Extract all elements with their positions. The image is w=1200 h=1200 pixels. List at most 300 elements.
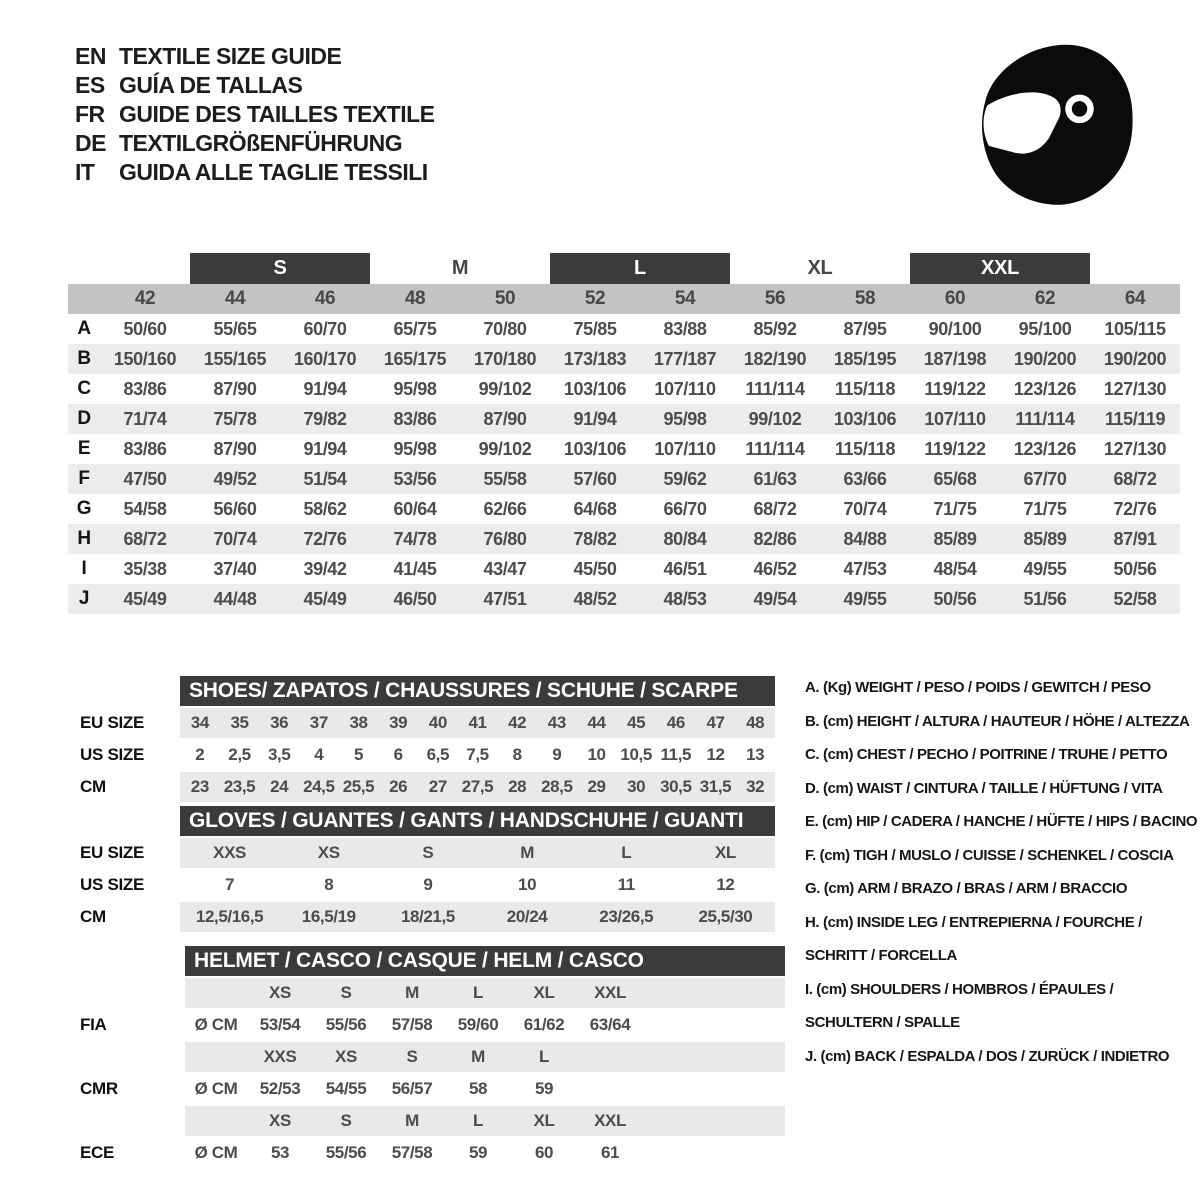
measure-value: 46/51 <box>663 558 707 579</box>
measure-value: 95/98 <box>393 438 437 459</box>
legend-item <box>805 738 1197 772</box>
helmet-size-header: L <box>473 983 483 1002</box>
language-row <box>75 71 435 100</box>
measure-value: 49/52 <box>213 468 257 489</box>
legend-line: A. (Kg) WEIGHT / PESO / POIDS / GEWITCH / PESO <box>805 679 1151 696</box>
size-value: 42 <box>508 713 527 732</box>
measure-letter: J <box>78 588 90 609</box>
measure-value: 65/75 <box>393 318 437 339</box>
measure-value: 44/48 <box>213 588 257 609</box>
size-value: 16,5/19 <box>301 907 356 926</box>
table-row <box>68 464 1180 494</box>
measure-value: 107/110 <box>654 378 716 399</box>
size-value: 35 <box>230 713 249 732</box>
measure-value: 160/170 <box>293 348 357 369</box>
measure-value: 43/47 <box>483 558 527 579</box>
language-code: DE <box>75 130 106 156</box>
size-band-s: S <box>190 253 370 284</box>
shoes-header: SHOES/ ZAPATOS / CHAUSSURES / SCHUHE / SCARPE <box>180 676 775 706</box>
helmet-size-value: 54/55 <box>325 1079 367 1098</box>
band-gap <box>68 253 190 284</box>
helmet-value-row <box>80 1074 785 1104</box>
size-column-header: 56 <box>764 288 786 309</box>
measure-letter: E <box>77 438 91 459</box>
measure-value: 68/72 <box>123 528 167 549</box>
measure-value: 75/78 <box>213 408 257 429</box>
helmet-size-headers <box>185 1106 785 1136</box>
measure-value: 37/40 <box>213 558 257 579</box>
size-column-header: 64 <box>1124 288 1146 309</box>
helmet-size-header-row <box>80 1106 785 1136</box>
measure-value: 57/60 <box>573 468 617 489</box>
legend-item <box>805 705 1197 739</box>
measure-value: 82/86 <box>753 528 797 549</box>
measure-value: 68/72 <box>1113 468 1157 489</box>
size-value: 20/24 <box>506 907 548 926</box>
row-label: CM <box>80 907 106 926</box>
legend-item <box>805 839 1197 873</box>
measure-value: 182/190 <box>743 348 807 369</box>
measure-value: 45/49 <box>303 588 347 609</box>
language-code: EN <box>75 43 106 69</box>
language-row <box>75 42 435 71</box>
gloves-header: GLOVES / GUANTES / GANTS / HANDSCHUHE / GUANTI <box>180 806 775 836</box>
size-band-xxl: XXL <box>910 253 1090 284</box>
measure-value: 119/122 <box>924 438 986 459</box>
size-value: 23 <box>190 777 209 796</box>
measure-value: 65/68 <box>933 468 977 489</box>
measure-value: 75/85 <box>573 318 617 339</box>
measure-value: 47/50 <box>123 468 167 489</box>
size-value: M <box>520 843 534 862</box>
helmet-size-header: M <box>471 1047 485 1066</box>
measure-value: 76/80 <box>483 528 527 549</box>
measure-value: 87/90 <box>213 438 257 459</box>
language-code: ES <box>75 72 105 98</box>
measure-value: 48/52 <box>573 588 617 609</box>
size-value: L <box>621 843 632 862</box>
helmet-size-header: XXL <box>594 1111 626 1130</box>
measure-value: 71/75 <box>933 498 977 519</box>
row-values <box>180 902 775 932</box>
measure-value: 111/114 <box>745 378 805 399</box>
legend-line: B. (cm) HEIGHT / ALTURA / HAUTEUR / HÖHE / ALTEZZA <box>805 712 1190 730</box>
row-values <box>180 708 775 738</box>
size-value: 2,5 <box>228 745 251 764</box>
measure-value: 54/58 <box>123 498 167 519</box>
legend-item <box>805 671 1197 705</box>
language-title: GUIDA ALLE TAGLIE TESSILI <box>119 159 428 185</box>
helmet-value-row <box>80 1138 785 1168</box>
measure-value: 111/114 <box>1015 408 1075 429</box>
measure-value: 78/82 <box>573 528 617 549</box>
measure-value: 99/102 <box>478 378 532 399</box>
row-label: US SIZE <box>80 745 145 764</box>
measure-value: 47/51 <box>483 588 527 609</box>
diameter-unit: Ø CM <box>194 1143 238 1162</box>
measure-value: 173/183 <box>563 348 627 369</box>
measure-letter: B <box>77 348 91 369</box>
size-column-header: 44 <box>224 288 246 309</box>
size-value: 9 <box>423 875 433 894</box>
measure-value: 95/98 <box>663 408 707 429</box>
measure-value: 51/56 <box>1023 588 1067 609</box>
measure-value: 62/66 <box>483 498 527 519</box>
size-value: 44 <box>587 713 606 732</box>
measure-value: 87/90 <box>483 408 527 429</box>
measure-value: 71/74 <box>123 408 167 429</box>
measure-value: 115/118 <box>834 378 896 399</box>
table-row <box>68 494 1180 524</box>
measure-value: 66/70 <box>663 498 707 519</box>
measure-value: 190/200 <box>1103 348 1167 369</box>
size-value: 25,5/30 <box>698 907 753 926</box>
measure-value: 83/86 <box>393 408 437 429</box>
size-value: 10 <box>518 875 537 894</box>
diameter-unit: Ø CM <box>194 1079 238 1098</box>
helmet-size-header: XL <box>533 1111 555 1130</box>
measure-value: 87/90 <box>213 378 257 399</box>
language-row <box>75 100 435 129</box>
size-value: 29 <box>587 777 606 796</box>
helmet-size-header: L <box>539 1047 549 1066</box>
size-value: 27,5 <box>461 777 494 796</box>
measure-value: 91/94 <box>303 438 347 459</box>
measure-letter: I <box>81 558 87 579</box>
helmet-size-header: XXL <box>594 983 626 1002</box>
size-value: 10 <box>587 745 606 764</box>
section-row <box>80 838 775 868</box>
row-label: EU SIZE <box>80 843 145 862</box>
measure-value: 119/122 <box>924 378 986 399</box>
size-value: 24 <box>270 777 289 796</box>
standard-label: CMR <box>80 1079 118 1098</box>
measure-value: 53/56 <box>393 468 437 489</box>
row-label: EU SIZE <box>80 713 145 732</box>
size-value: 40 <box>428 713 447 732</box>
table-row <box>68 584 1180 614</box>
row-values <box>180 870 775 900</box>
measure-value: 187/198 <box>923 348 987 369</box>
helmet-size-value: 53/54 <box>259 1015 301 1034</box>
helmet-size-headers <box>185 1042 785 1072</box>
measure-value: 99/102 <box>748 408 802 429</box>
measure-value: 59/62 <box>663 468 707 489</box>
language-row <box>75 158 435 187</box>
measure-value: 107/110 <box>654 438 716 459</box>
size-value: 43 <box>547 713 566 732</box>
measure-value: 45/49 <box>123 588 167 609</box>
row-values <box>180 838 775 868</box>
measure-letter: F <box>78 468 90 489</box>
measure-value: 170/180 <box>473 348 537 369</box>
measure-value: 55/58 <box>483 468 527 489</box>
measure-value: 70/74 <box>843 498 887 519</box>
measure-value: 49/54 <box>753 588 797 609</box>
size-column-header: 46 <box>314 288 336 309</box>
measure-value: 60/70 <box>303 318 347 339</box>
measure-value: 48/54 <box>933 558 977 579</box>
measure-value: 103/106 <box>833 408 897 429</box>
legend-line: I. (cm) SHOULDERS / HOMBROS / ÉPAULES / <box>805 980 1114 998</box>
size-value: 31,5 <box>699 777 732 796</box>
measure-value: 127/130 <box>1103 438 1167 459</box>
size-value: 23/26,5 <box>599 907 654 926</box>
helmet-size-header: XS <box>269 1111 291 1130</box>
row-values <box>180 772 775 802</box>
measure-value: 72/76 <box>303 528 347 549</box>
row-values <box>180 740 775 770</box>
size-column-header: 48 <box>404 288 426 309</box>
measure-value: 190/200 <box>1013 348 1077 369</box>
row-label-spacer <box>80 1042 185 1072</box>
size-value: 41 <box>468 713 487 732</box>
size-value: 2 <box>195 745 205 764</box>
measure-value: 95/100 <box>1018 318 1072 339</box>
standard-label: ECE <box>80 1143 115 1162</box>
shoes-section <box>80 676 775 802</box>
measure-value: 91/94 <box>303 378 347 399</box>
measure-value: 35/38 <box>123 558 167 579</box>
row-label-spacer <box>80 1106 185 1136</box>
size-value: 45 <box>627 713 646 732</box>
measure-value: 63/66 <box>843 468 887 489</box>
size-band-row <box>68 253 1180 284</box>
size-value: 6 <box>393 745 403 764</box>
measure-value: 150/160 <box>113 348 177 369</box>
size-value: 36 <box>270 713 289 732</box>
size-band-l: L <box>550 253 730 284</box>
measure-value: 127/130 <box>1103 378 1167 399</box>
section-row <box>80 708 775 738</box>
measure-value: 87/95 <box>843 318 887 339</box>
measure-letter: D <box>77 408 91 429</box>
table-row <box>68 404 1180 434</box>
diameter-unit: Ø CM <box>194 1015 238 1034</box>
legend-line: J. (cm) BACK / ESPALDA / DOS / ZURÜCK / INDIETRO <box>805 1047 1170 1065</box>
measure-letter: H <box>77 528 91 549</box>
legend-item <box>805 906 1197 973</box>
size-band-m: M <box>451 257 469 279</box>
table-row <box>68 344 1180 374</box>
measure-value: 123/126 <box>1013 378 1077 399</box>
measure-value: 67/70 <box>1023 468 1067 489</box>
size-value: 5 <box>353 745 364 764</box>
size-value: 32 <box>746 777 765 796</box>
measure-letter: G <box>76 498 92 519</box>
helmet-header: HELMET / CASCO / CASQUE / HELM / CASCO <box>185 946 785 976</box>
language-row <box>75 129 435 158</box>
size-column-header: 58 <box>854 288 876 309</box>
helmet-size-value: 59/60 <box>457 1015 499 1034</box>
measure-value: 91/94 <box>573 408 617 429</box>
helmet-size-value: 60 <box>534 1143 554 1162</box>
section-row <box>80 870 775 900</box>
legend-item <box>805 973 1197 1040</box>
measure-value: 64/68 <box>573 498 617 519</box>
helmet-size-header: XS <box>269 983 291 1002</box>
size-value: 7,5 <box>466 745 489 764</box>
language-title: GUIDE DES TAILLES TEXTILE <box>119 101 435 127</box>
measure-value: 49/55 <box>1023 558 1067 579</box>
measure-value: 51/54 <box>303 468 347 489</box>
size-value: 38 <box>349 713 368 732</box>
size-column-header: 50 <box>494 288 516 309</box>
size-value: 11 <box>617 875 635 894</box>
size-value: S <box>422 843 434 862</box>
helmet-size-value: 61/62 <box>523 1015 565 1034</box>
row-label-spacer <box>80 978 185 1008</box>
measure-value: 45/50 <box>573 558 617 579</box>
measure-legend <box>805 671 1197 1073</box>
helmet-size-header: M <box>405 983 419 1002</box>
language-title: TEXTILE SIZE GUIDE <box>119 43 342 69</box>
measure-value: 83/86 <box>123 378 167 399</box>
measure-value: 155/165 <box>203 348 267 369</box>
table-row <box>68 314 1180 344</box>
measure-value: 56/60 <box>213 498 257 519</box>
helmet-size-header: XXS <box>263 1047 297 1066</box>
measure-value: 83/88 <box>663 318 707 339</box>
table-row <box>68 554 1180 584</box>
visor-pivot-dot <box>1072 101 1087 116</box>
measure-value: 58/62 <box>303 498 347 519</box>
helmet-size-header: S <box>340 1111 352 1130</box>
table-row <box>68 374 1180 404</box>
helmet-size-header: XL <box>533 983 555 1002</box>
measure-value: 48/53 <box>663 588 707 609</box>
language-code: IT <box>75 159 95 185</box>
size-value: 12 <box>706 745 725 764</box>
legend-item <box>805 805 1197 839</box>
size-band-xl: XL <box>807 257 833 279</box>
size-column-header: 52 <box>584 288 606 309</box>
size-value: 23,5 <box>223 777 256 796</box>
measure-value: 123/126 <box>1013 438 1077 459</box>
section-row <box>80 902 775 932</box>
helmet-rows <box>80 978 785 1168</box>
size-value: 6,5 <box>426 745 450 764</box>
legend-line: E. (cm) HIP / CADERA / HANCHE / HÜFTE / HIPS / BACINO <box>805 813 1198 830</box>
measure-value: 70/80 <box>483 318 527 339</box>
measure-value: 105/115 <box>1104 318 1166 339</box>
size-value: 12 <box>716 875 735 894</box>
size-value: 8 <box>512 745 522 764</box>
measure-letter: C <box>77 378 91 399</box>
helmet-size-value: 56/57 <box>391 1079 433 1098</box>
standard-label: FIA <box>80 1015 107 1034</box>
size-value: 30 <box>627 777 646 796</box>
helmet-size-value: 55/56 <box>325 1143 367 1162</box>
measure-value: 55/65 <box>213 318 257 339</box>
size-column-header: 42 <box>134 288 156 309</box>
measure-value: 46/52 <box>753 558 797 579</box>
row-label: CM <box>80 777 106 796</box>
helmet-size-value: 53 <box>270 1143 290 1162</box>
measure-value: 85/89 <box>933 528 977 549</box>
section-row <box>80 740 775 770</box>
size-value: 39 <box>389 713 408 732</box>
gloves-rows <box>80 838 775 932</box>
size-value: 48 <box>746 713 765 732</box>
section-row <box>80 772 775 802</box>
size-value: 9 <box>552 745 562 764</box>
size-value: 47 <box>706 713 725 732</box>
measure-value: 47/53 <box>843 558 887 579</box>
size-value: 3,5 <box>267 745 291 764</box>
measure-value: 90/100 <box>928 318 982 339</box>
measure-value: 84/88 <box>843 528 887 549</box>
measure-value: 52/58 <box>1113 588 1157 609</box>
measure-value: 103/106 <box>563 438 627 459</box>
size-value: 7 <box>225 875 235 894</box>
helmet-section <box>80 946 785 1168</box>
language-title: GUÍA DE TALLAS <box>119 72 303 98</box>
language-title-list <box>75 42 435 187</box>
helmet-size-value: 55/56 <box>325 1015 367 1034</box>
measure-value: 50/56 <box>933 588 977 609</box>
measure-value: 99/102 <box>478 438 532 459</box>
table-row <box>68 434 1180 464</box>
size-value: 18/21,5 <box>400 907 455 926</box>
measure-value: 83/86 <box>123 438 167 459</box>
measure-value: 87/91 <box>1113 528 1157 549</box>
size-value: 34 <box>190 713 209 732</box>
measure-value: 68/72 <box>753 498 797 519</box>
size-value: 27 <box>428 777 447 796</box>
size-value: 37 <box>309 713 328 732</box>
gloves-section <box>80 806 775 932</box>
measure-value: 72/76 <box>1113 498 1157 519</box>
helmet-size-header: S <box>340 983 352 1002</box>
legend-item <box>805 1040 1197 1074</box>
size-value: 46 <box>666 713 685 732</box>
language-title: TEXTILGRÖßENFÜHRUNG <box>119 130 403 156</box>
size-value: 28,5 <box>541 777 573 796</box>
measure-value: 85/92 <box>753 318 797 339</box>
helmet-size-value: 58 <box>468 1079 488 1098</box>
measure-value: 107/110 <box>924 408 986 429</box>
size-value: XS <box>317 843 340 862</box>
helmet-size-header: L <box>473 1111 483 1130</box>
measure-letter: A <box>77 318 91 339</box>
helmet-value-row <box>80 1010 785 1040</box>
helmet-size-value: 63/64 <box>589 1015 631 1034</box>
helmet-size-headers <box>185 978 785 1008</box>
racing-helmet-icon <box>972 36 1140 212</box>
measure-value: 80/84 <box>663 528 707 549</box>
measure-value: 41/45 <box>393 558 437 579</box>
measure-value: 61/63 <box>753 468 797 489</box>
helmet-size-header-row <box>80 1042 785 1072</box>
size-value: XL <box>714 843 736 862</box>
measure-value: 50/60 <box>123 318 167 339</box>
legend-line: D. (cm) WAIST / CINTURA / TAILLE / HÜFTUNG / VITA <box>805 779 1163 797</box>
measure-value: 115/119 <box>1104 408 1166 429</box>
helmet-size-value: 57/58 <box>391 1143 433 1162</box>
helmet-values <box>185 1074 785 1104</box>
helmet-size-value: 61 <box>600 1143 620 1162</box>
measure-value: 39/42 <box>303 558 347 579</box>
size-column-header: 54 <box>674 288 696 309</box>
row-label: US SIZE <box>80 875 145 894</box>
helmet-size-header-row <box>80 978 785 1008</box>
legend-line: G. (cm) ARM / BRAZO / BRAS / ARM / BRACCIO <box>805 880 1128 897</box>
helmet-size-header: S <box>406 1047 418 1066</box>
size-value: 13 <box>746 745 765 764</box>
measure-value: 71/75 <box>1023 498 1067 519</box>
helmet-values <box>185 1010 785 1040</box>
